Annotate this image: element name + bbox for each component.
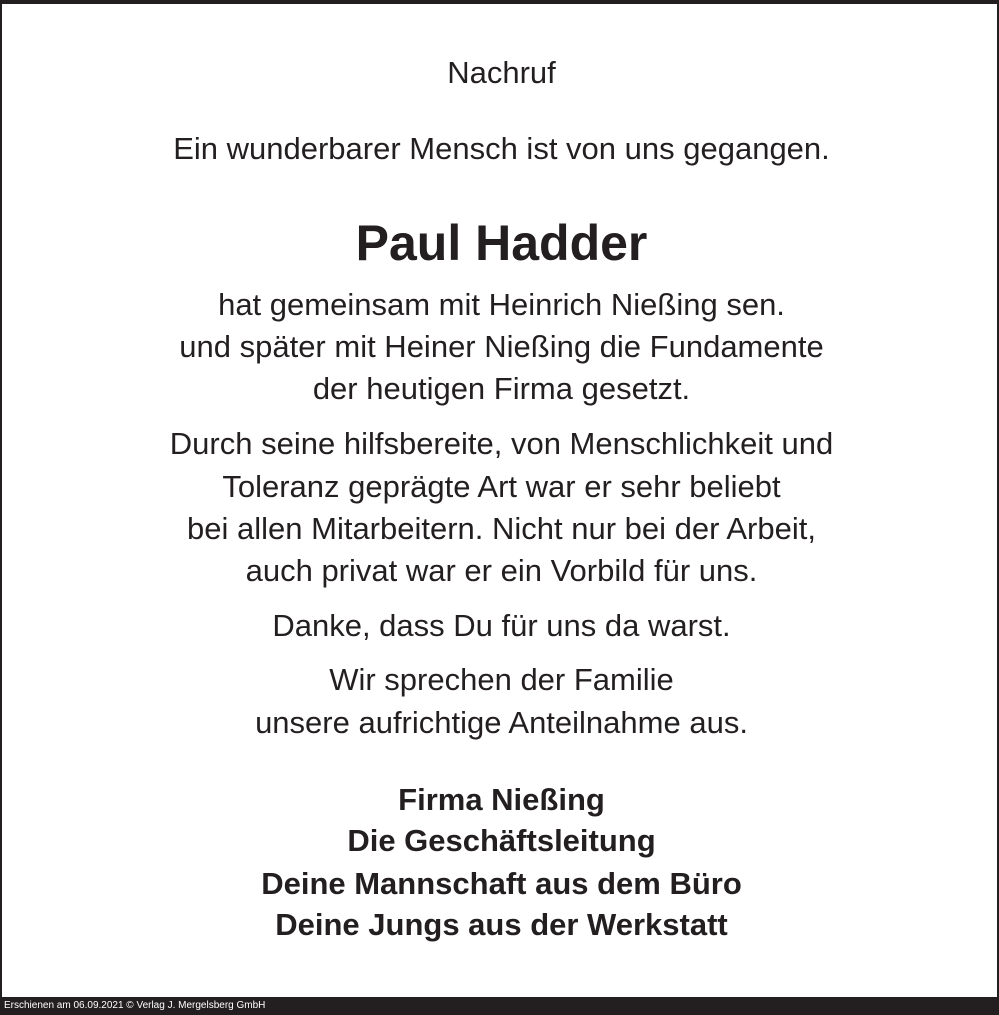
notice-heading: Nachruf [447, 55, 556, 90]
paragraph-line: Toleranz geprägte Art war er sehr beliebt [222, 469, 781, 504]
paragraph-line: hat gemeinsam mit Heinrich Nießing sen. [218, 287, 785, 322]
signatory: Die Geschäftsleitung [347, 823, 656, 858]
intro-line: Ein wunderbarer Mensch ist von uns gegangen. [173, 131, 830, 166]
signatory: Deine Jungs aus der Werkstatt [275, 907, 728, 942]
thanks-line: Danke, dass Du für uns da warst. [272, 608, 731, 643]
signatory: Firma Nießing [398, 782, 605, 817]
paragraph-line: auch privat war er ein Vorbild für uns. [245, 553, 758, 588]
deceased-name: Paul Hadder [355, 215, 648, 271]
signatory: Deine Mannschaft aus dem Büro [261, 866, 742, 901]
paragraph-line: der heutigen Firma gesetzt. [312, 371, 691, 406]
paragraph-line: unsere aufrichtige Anteilnahme aus. [255, 705, 748, 740]
paragraph-line: und später mit Heiner Nießing die Fundamente [179, 329, 824, 364]
publication-footer: Erschienen am 06.09.2021 © Verlag J. Mergelsberg GmbH [0, 997, 999, 1015]
paragraph-line: Durch seine hilfsbereite, von Menschlichkeit und [169, 426, 834, 461]
paragraph-line: Wir sprechen der Familie [329, 662, 674, 697]
paragraph-line: bei allen Mitarbeitern. Nicht nur bei der Arbeit, [187, 511, 816, 546]
